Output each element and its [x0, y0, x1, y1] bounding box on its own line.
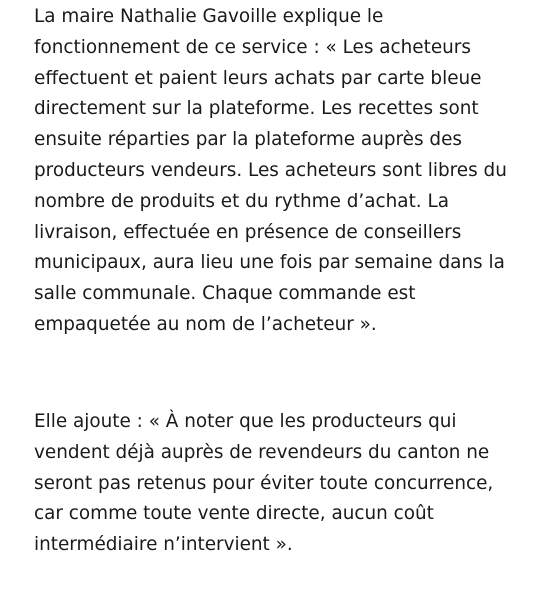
text-line: intermédiaire n’intervient ».	[34, 534, 293, 556]
text-line: municipaux, aura lieu une fois par semaine dans la	[34, 252, 505, 274]
text-line: salle communale. Chaque commande est	[34, 283, 416, 305]
text-line: seront pas retenus pour éviter toute concurrence,	[34, 472, 494, 494]
text-line: La maire Nathalie Gavoille explique le	[34, 6, 384, 27]
paragraph-2	[34, 407, 493, 561]
text-line: vendent déjà auprès de revendeurs du canton ne	[34, 441, 490, 463]
text-line: nombre de produits et du rythme d’achat. La	[34, 190, 449, 212]
text-line: ensuite réparties par la plateforme auprès des	[34, 129, 462, 151]
text-line: effectuent et paient leurs achats par carte bleue	[34, 67, 482, 89]
text-line: directement sur la plateforme. Les recettes sont	[34, 98, 479, 120]
paragraph-1	[34, 2, 507, 341]
text-line: empaquetée au nom de l’acheteur ».	[34, 313, 377, 335]
text-line: livraison, effectuée en présence de conseillers	[34, 221, 462, 243]
text-line: Elle ajoute : « À noter que les producteurs qui	[34, 411, 457, 432]
text-line: fonctionnement de ce service : « Les acheteurs	[34, 36, 471, 58]
text-line: producteurs vendeurs. Les acheteurs sont libres du	[34, 159, 507, 181]
text-line: car comme toute vente directe, aucun coût	[34, 503, 434, 525]
